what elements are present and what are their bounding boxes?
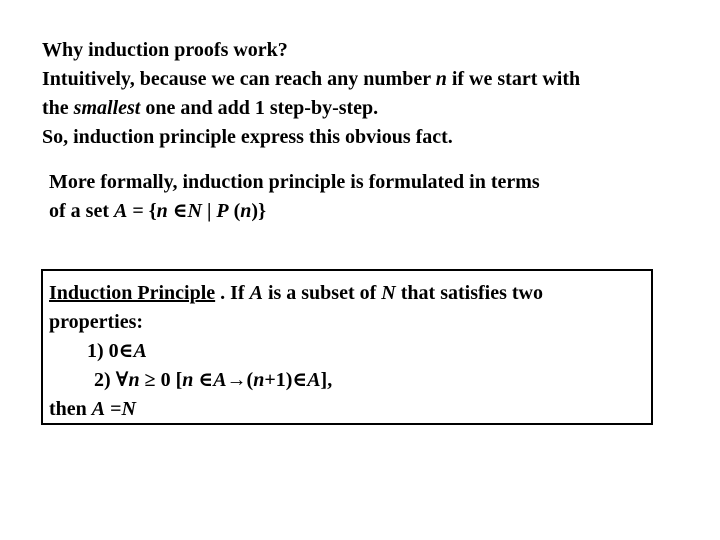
principle-title: Induction Principle xyxy=(49,282,216,304)
smallest-emphasis: smallest xyxy=(73,97,141,119)
formal-paragraph xyxy=(49,168,540,226)
intro-line-2: Intuitively, because we can reach any number n if we start with xyxy=(42,68,581,90)
set-definition: of a set A = {n ∈N | P (n)} xyxy=(49,200,266,222)
property-2: 2) ∀n ≥ 0 [n ∈A→(n+1)∈A], xyxy=(94,369,333,391)
properties-label: properties: xyxy=(49,311,144,333)
conclusion: then A =N xyxy=(49,398,136,420)
formal-line-1: More formally, induction principle is formulated in terms xyxy=(49,171,540,193)
intro-line-4: So, induction principle express this obvious fact. xyxy=(42,126,453,148)
induction-principle-box xyxy=(41,269,653,425)
intro-paragraph xyxy=(42,36,580,152)
intro-heading: Why induction proofs work? xyxy=(42,39,288,61)
principle-statement: Induction Principle . If A is a subset of N that satisfies two xyxy=(49,282,543,304)
property-1: 1) 0∈A xyxy=(87,340,147,362)
intro-line-3: the smallest one and add 1 step-by-step. xyxy=(42,97,379,119)
